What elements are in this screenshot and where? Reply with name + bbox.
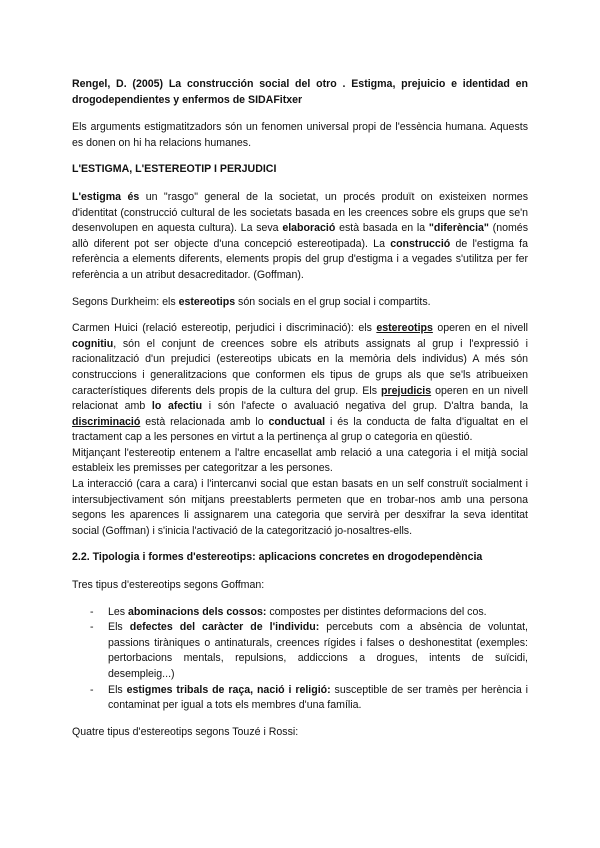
text-span: (només allò diferent pot ser objecte d'una concepció estereotipada). La <box>72 222 529 250</box>
touze-intro: Quatre tipus d'estereotips segons Touzé i Rossi: <box>72 725 299 738</box>
text-span: compostes per distintes deformacions del cos. <box>266 605 487 618</box>
text-span: són socials en el grup social i compartits. <box>235 295 431 308</box>
text-span: operen en el nivell <box>432 322 528 335</box>
term-estereotips: estereotips <box>178 295 236 308</box>
text-span: susceptible de ser tramès per herència i contaminat per igual a tots els membres d'una família. <box>108 683 528 712</box>
goffman-intro: Tres tipus d'estereotips segons Goffman: <box>72 579 265 592</box>
list-item <box>72 605 528 621</box>
text-span: Segons Durkheim: els <box>72 295 179 308</box>
text-span: està basada en la <box>335 222 429 235</box>
term-cognitiu: cognitiu <box>72 337 114 350</box>
text-span: està relacionada amb lo <box>140 415 269 428</box>
list-item <box>72 620 528 682</box>
intro-paragraph: Els arguments estigmatitzadors són un fenomen universal propi de l'essència humana. Aquests es donen on hi ha relacions humanes. <box>72 121 528 149</box>
text-span: , són el conjunt de creences sobre els atributs assignats al grup i l'expressió i racionalització d'un prejudici (estereotips ubicats en la memòria dels individus) A més són construccions i generalitzacions que conformen els tipus de grups als que se'ls atribueixen característiques diferents dels propis de la cultura del grup. Els <box>72 337 528 397</box>
list-item <box>72 683 528 714</box>
term-estereotips-underlined: estereotips <box>376 322 433 335</box>
list-dash: - <box>90 683 94 696</box>
list-item-term: abominacions dels cossos: <box>128 605 267 618</box>
term-discriminacio-underlined: discriminació <box>72 415 141 428</box>
text-span: percebuts com a absència de voluntat, passions tiràniques o antinaturals, creences rígides i falses o deshonestitat (exemples: pertorbacions mentals, repulsions, addiccions a drogues, intents de suïcidi, desempleig...) <box>108 621 528 680</box>
list-dash: - <box>90 621 94 634</box>
text-span: Carmen Huici (relació estereotip, perjudici i discriminació): els <box>72 322 377 335</box>
estereotip-paragraph: Mitjançant l'estereotip entenem a l'altre encasellat amb relació a una categoria i el mitjà social estableix les premisses per categoritzar a les persones. <box>72 446 528 475</box>
estigma-paragraph <box>72 190 528 284</box>
text-span: i són l'afecte o avaluació negativa del grup. D'altra banda, la <box>202 400 528 413</box>
section-heading-estigma: L'ESTIGMA, L'ESTEREOTIP I PERJUDICI <box>72 163 277 176</box>
term-elaboracio: elaboració <box>282 222 336 235</box>
term-afectiu: lo afectiu <box>151 400 203 413</box>
text-span: Els <box>108 621 130 634</box>
goffman-list <box>72 605 528 714</box>
term-conductual: conductual <box>268 415 326 428</box>
huici-paragraph <box>72 321 528 446</box>
list-dash: - <box>90 605 94 618</box>
text-span: de l'estigma fa referència a elements diferents, elements propis del grup d'estigma i a vegades s'utilitza per fer referència a un atribut desacreditador. (Goffman). <box>72 237 528 281</box>
list-item-term: defectes del caràcter de l'individu: <box>129 621 320 634</box>
text-span: operen en un nivell relacionat amb <box>72 384 528 413</box>
durkheim-paragraph <box>72 295 528 311</box>
term-estigma: L'estigma és <box>72 190 140 203</box>
list-item-term: estigmes tribals de raça, nació i religió: <box>126 683 331 696</box>
term-diferencia: "diferència" <box>428 222 489 235</box>
text-span: un "rasgo" general de la societat, un procés produït on existeixen normes d'identitat (construcció cultural de les societats basada en les creences sobre els grups que se'n desenvolupen en aquesta cultura). La seva <box>72 190 528 235</box>
text-span: Els <box>108 683 127 696</box>
term-prejudicis-underlined: prejudicis <box>381 384 432 397</box>
reference-citation: Rengel, D. (2005) La construcción social del otro . Estigma, prejuicio e identidad en drogodependientes y enfermos de SIDAFitxer <box>72 78 528 106</box>
term-construccio: construcció <box>390 237 451 250</box>
document-body <box>72 77 528 751</box>
text-span: i és la conducta de falta d'igualtat en el tractament cap a les persones en virtut a la pertinença al grup o categoria en qüestió. <box>72 415 528 444</box>
interaccio-paragraph: La interacció (cara a cara) i l'intercanvi social que estan basats en un self construït socialment i intersubjectivament són mitjans preestablerts permeten que en trobar-nos amb una persona segons les aparences li assignarem una categoria que servirà per desxifrar la seva identitat social (Goffman) i s'inicia l'activació de la categorització jo-nosaltres-ells. <box>72 478 528 537</box>
text-span: Les <box>108 605 129 618</box>
section-heading-tipologia: 2.2. Tipologia i formes d'estereotips: aplicacions concretes en drogodependència <box>72 551 483 564</box>
